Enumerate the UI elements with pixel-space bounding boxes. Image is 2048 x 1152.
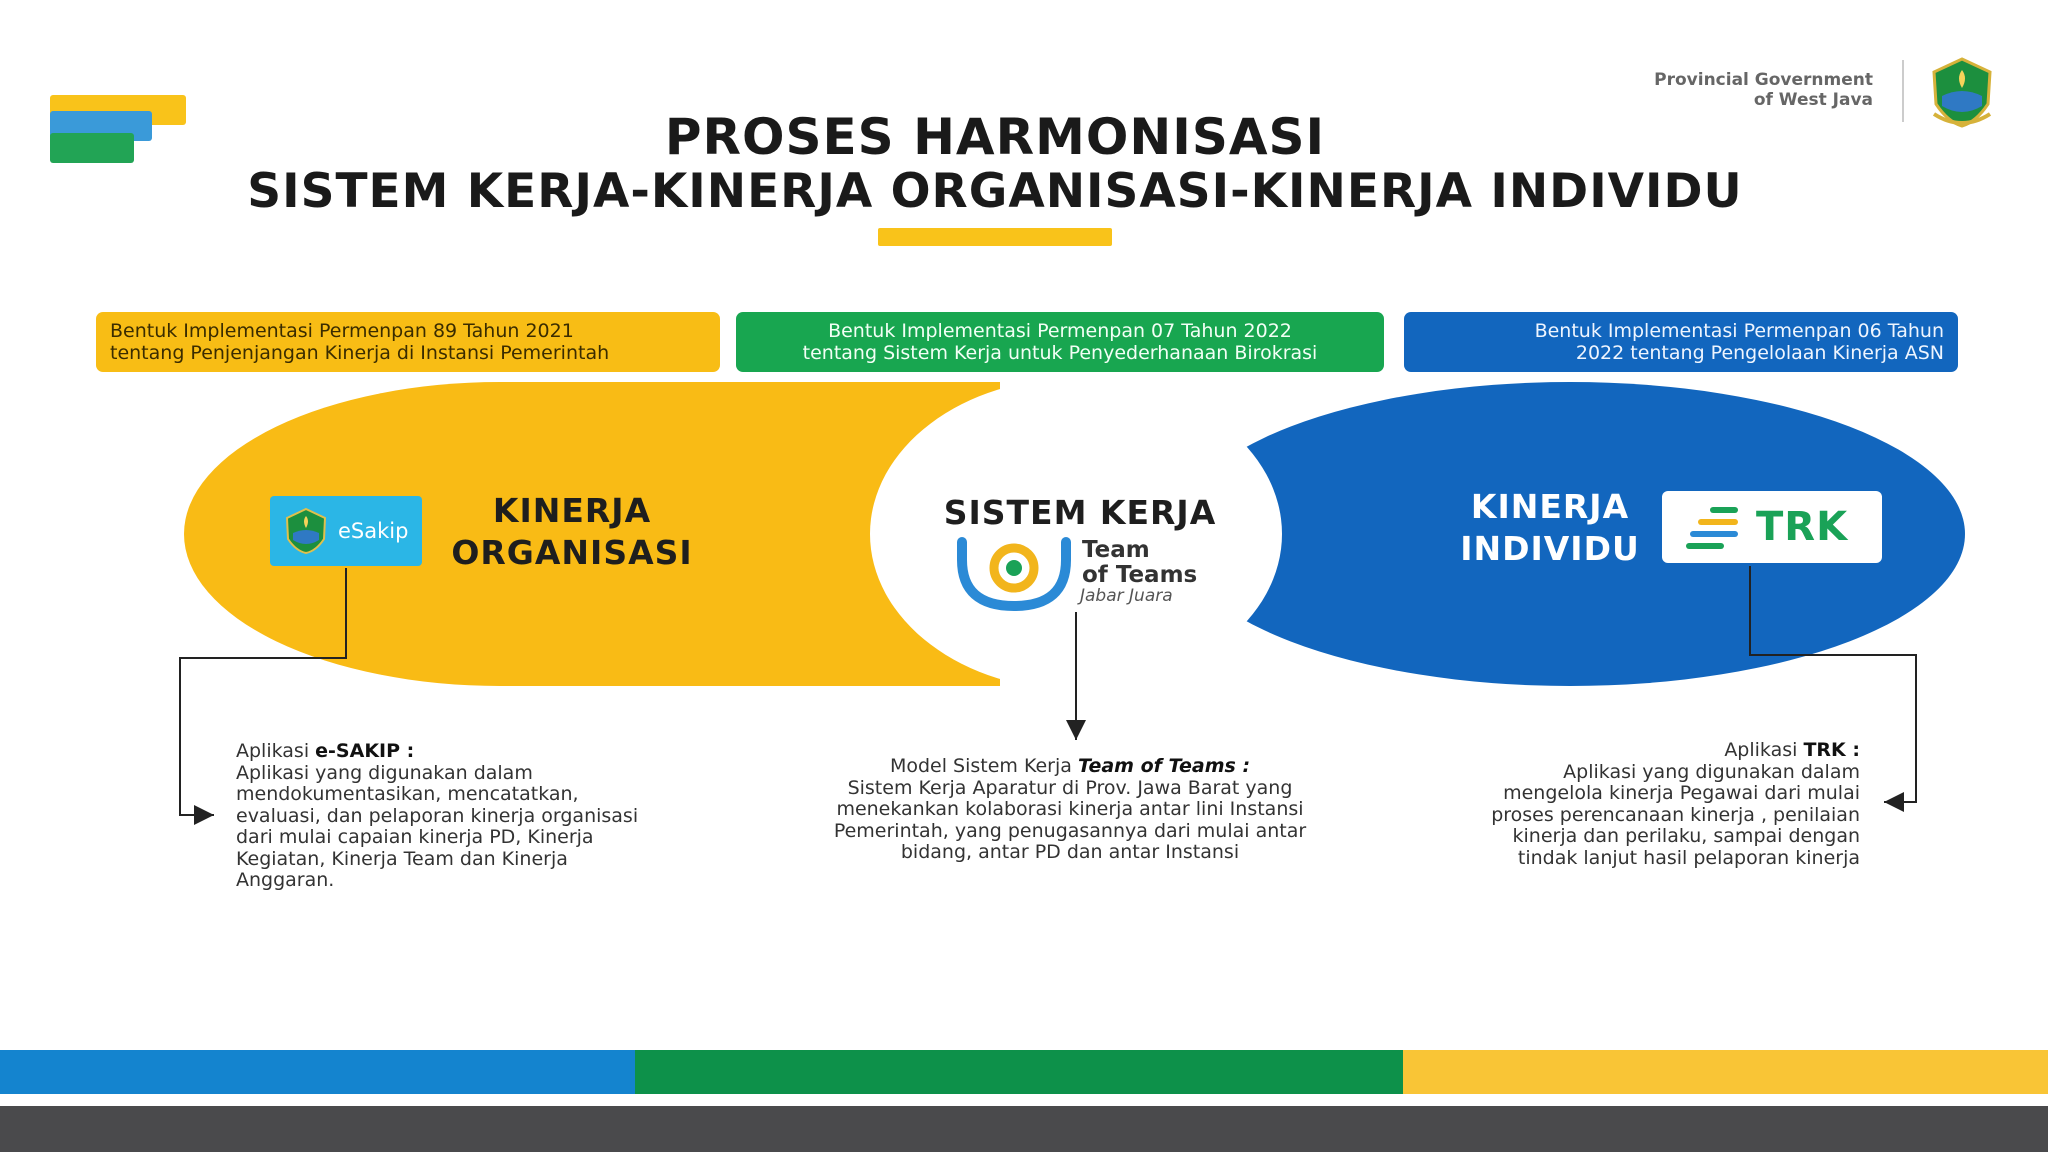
impl-yellow-line2: tentang Penjenjangan Kinerja di Instansi Pemerintah [110,342,610,364]
trk-desc-line: Aplikasi yang digunakan dalam [1563,760,1860,783]
esakip-desc-line: evaluasi, dan pelaporan kinerja organisasi [236,804,639,827]
trk-lines-icon [1684,503,1746,551]
node-ind-line1: KINERJA [1470,487,1630,526]
impl-blue-line1: Bentuk Implementasi Permenpan 06 Tahun [1534,320,1944,342]
org-name-line1: Provincial Government [1654,70,1873,90]
esakip-desc-line: Aplikasi yang digunakan dalam [236,761,533,784]
org-name-line2: of West Java [1753,90,1873,110]
footer-bar-yellow [1403,1050,2048,1094]
tot-desc-line: Sistem Kerja Aparatur di Prov. Jawa Barat yang [847,776,1293,799]
esakip-app-badge [270,496,422,566]
trk-app-badge [1662,491,1882,563]
impl-blue-line2: 2022 tentang Pengelolaan Kinerja ASN [1575,342,1944,364]
tot-desc-prefix: Model Sistem Kerja [889,755,1078,777]
esakip-desc-line: Kegiatan, Kinerja Team dan Kinerja [236,847,568,870]
team-line1: Team [1082,537,1150,563]
page-title-line1: PROSES HARMONISASI [664,108,1326,166]
footer-bar-gray [0,1106,2048,1152]
team-of-teams-description [780,756,1360,864]
tot-desc-line: Pemerintah, yang penugasannya dari mulai antar [833,819,1307,842]
team-line2: of Teams [1082,562,1198,588]
tot-desc-heading [780,756,1360,778]
node-ind-line2: INDIVIDU [1460,529,1640,568]
impl-green-line2: tentang Sistem Kerja untuk Penyederhanaan Birokrasi [802,342,1318,364]
tot-desc-bold: Team of Teams : [1077,755,1251,777]
team-of-teams-logo-icon [956,534,1076,614]
esakip-desc-line: Anggaran. [236,869,335,891]
trk-desc-line: proses perencanaan kinerja , penilaian [1491,803,1860,826]
trk-desc-prefix: Aplikasi [1724,739,1804,761]
team-of-teams-wordmark [1082,538,1197,588]
node-org-line1: KINERJA [492,491,652,530]
esakip-desc-prefix: Aplikasi [236,740,316,762]
team-tagline: Jabar Juara [1080,586,1173,606]
esakip-desc-bold: e-SAKIP : [315,740,415,762]
node-kinerja-organisasi [442,490,702,574]
esakip-emblem-icon [284,507,328,555]
trk-desc-line: tindak lanjut hasil pelaporan kinerja [1517,846,1860,869]
esakip-label: eSakip [338,519,409,543]
trk-desc-line: kinerja dan perilaku, sampai dengan [1512,825,1860,847]
node-kinerja-individu [1440,486,1660,570]
page-title-line2: SISTEM KERJA-KINERJA ORGANISASI-KINERJA INDIVIDU [247,164,1743,219]
impl-yellow-line1: Bentuk Implementasi Permenpan 89 Tahun 2021 [110,320,574,342]
trk-label: TRK [1756,504,1849,550]
esakip-description [236,741,746,892]
esakip-desc-heading [236,741,746,763]
trk-desc-bold: TRK : [1803,739,1860,761]
footer-bar-green [635,1050,1403,1094]
trk-desc-line: mengelola kinerja Pegawai dari mulai [1503,782,1860,804]
tot-desc-line: bidang, antar PD dan antar Instansi [900,841,1240,863]
footer-bar-blue [0,1050,635,1094]
node-org-line2: ORGANISASI [451,533,693,572]
esakip-desc-line: dari mulai capaian kinerja PD, Kinerja [236,826,594,848]
tot-desc-line: menekankan kolaborasi kinerja antar lini Instansi [836,798,1304,820]
node-sistem-kerja: SISTEM KERJA [943,493,1217,532]
trk-description [1400,740,1860,869]
impl-green-line1: Bentuk Implementasi Permenpan 07 Tahun 2022 [828,320,1292,342]
esakip-desc-line: mendokumentasikan, mencatatkan, [236,783,579,805]
trk-desc-heading [1400,740,1860,762]
